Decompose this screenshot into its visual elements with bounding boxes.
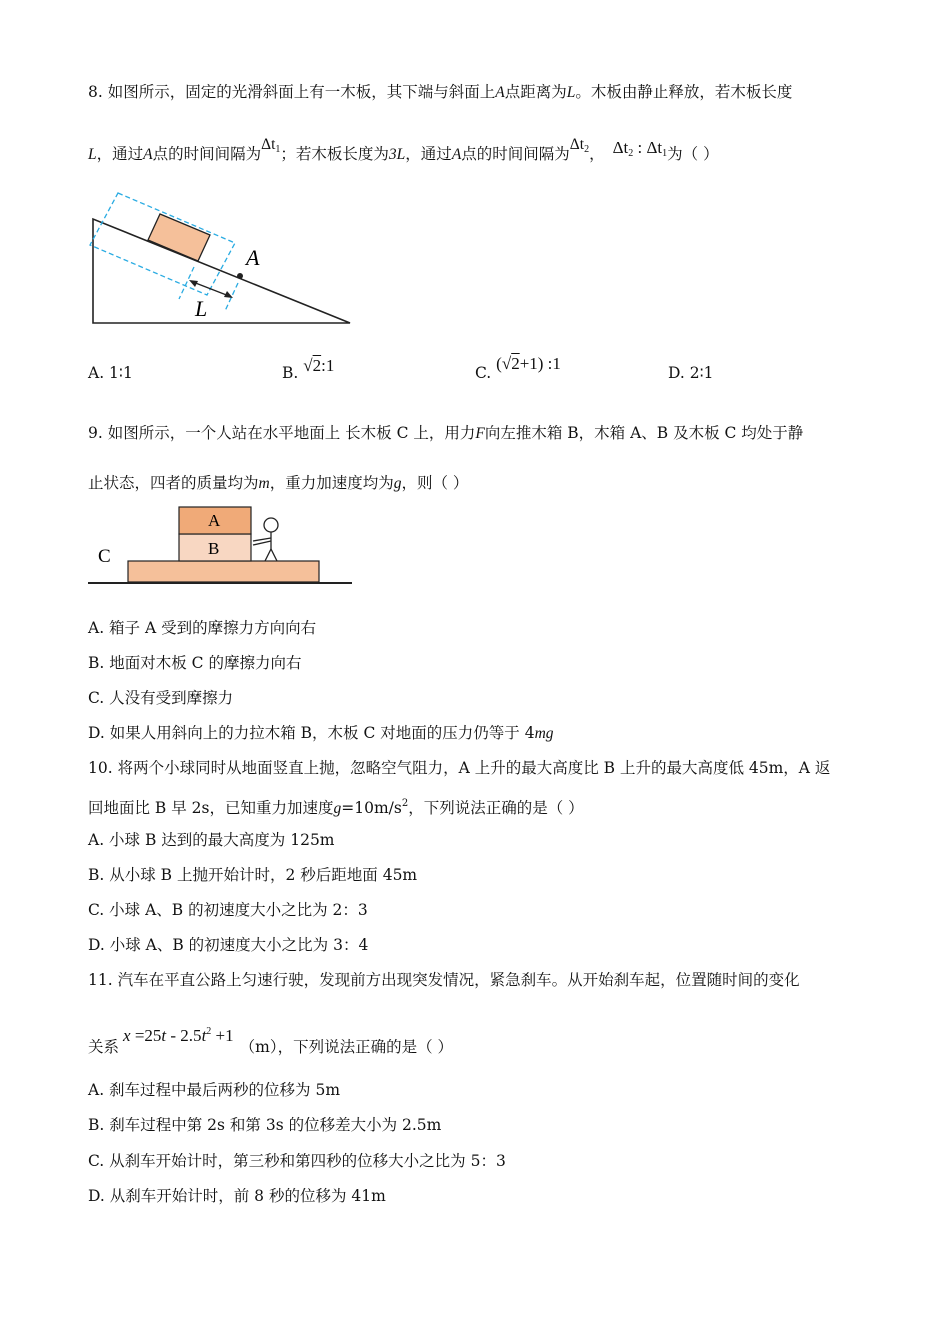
label-box-a: A	[208, 511, 221, 530]
q9-option-d: D. 如果人用斜向上的力拉木箱 B，木板 C 对地面的压力仍等于 4mg	[88, 724, 554, 742]
q9-stem-line2: 止状态，四者的质量均为m，重力加速度均为g，则（ ）	[88, 474, 469, 492]
incline-triangle	[93, 219, 350, 323]
q11-option-a: A. 刹车过程中最后两秒的位移为 5m	[88, 1081, 341, 1099]
q9-option-b: B. 地面对木板 C 的摩擦力向右	[88, 654, 302, 672]
q9-option-c: C. 人没有受到摩擦力	[88, 689, 234, 707]
label-box-b: B	[208, 539, 220, 558]
q8-option-d: D. 2∶1	[668, 364, 714, 382]
arrow-head-right	[224, 291, 233, 298]
q8-option-c: C. (√2+1) :1	[475, 354, 561, 382]
q10-option-a: A. 小球 B 达到的最大高度为 125m	[88, 831, 335, 849]
label-a: A	[246, 245, 260, 270]
position-formula: $x =25t - 2.5t^2 +1$	[123, 1026, 234, 1045]
q11-stem-line2: 关系$x =25t - 2.5t^2 +1(m)$，下列说法正确的是（ ）	[88, 1026, 454, 1056]
q10-stem-line1: 10. 将两个小球同时从地面竖直上抛，忽略空气阻力，A 上升的最大高度比 B 上升的最大高度低 45m，A 返	[88, 759, 831, 777]
q8-option-b: B. √2:1	[282, 356, 335, 382]
q8-option-a: A. 1∶1	[88, 364, 133, 382]
q8-incline-figure	[85, 185, 365, 335]
arrow-head-left	[189, 280, 198, 287]
q9-stem-line1: 9. 如图所示，一个人站在水平地面上 长木板 C 上，用力F向左推木箱 B，木箱 A、B 及木板 C 均处于静	[88, 424, 804, 442]
distance-arrow	[193, 282, 229, 296]
q8-stem-line1: 8. 如图所示，固定的光滑斜面上有一木板，其下端与斜面上A点距离为L。木板由静止释放，若木板长度	[88, 83, 793, 101]
label-l: L	[195, 296, 208, 321]
q10-option-b: B. 从小球 B 上抛开始计时，2 秒后距地面 45m	[88, 866, 418, 884]
q11-option-d: D. 从刹车开始计时，前 8 秒的位移为 41m	[88, 1187, 386, 1205]
q9-boxes-figure	[88, 503, 358, 588]
person-figure	[253, 518, 278, 561]
q11-option-b: B. 刹车过程中第 2s 和第 3s 的位移差大小为 2.5m	[88, 1116, 442, 1134]
point-a	[237, 273, 243, 279]
q10-stem-line2: 回地面比 B 早 2s，已知重力加速度$g=10m/s^2$，下列说法正确的是（ ）	[88, 798, 584, 817]
q10-option-c: C. 小球 A、B 的初速度大小之比为 2：3	[88, 901, 368, 919]
board-c	[128, 561, 319, 582]
q11-stem-line1: 11. 汽车在平直公路上匀速行驶，发现前方出现突发情况，紧急刹车。从开始刹车起，位置随时间的变化	[88, 971, 800, 989]
q10-option-d: D. 小球 A、B 的初速度大小之比为 3：4	[88, 936, 369, 954]
q9-option-a: A. 箱子 A 受到的摩擦力方向向右	[88, 619, 317, 637]
q8-stem-line2: L，通过A点的时间间隔为$\Delta t_1$；若木板长度为3L，通过A点的时间间隔为$\Delta t_2$， $\Delta t_2$ : $\Delta t_1$为（ ）	[88, 136, 719, 163]
q11-option-c: C. 从刹车开始计时，第三秒和第四秒的位移大小之比为 5：3	[88, 1152, 506, 1170]
label-board-c: C	[98, 546, 111, 567]
